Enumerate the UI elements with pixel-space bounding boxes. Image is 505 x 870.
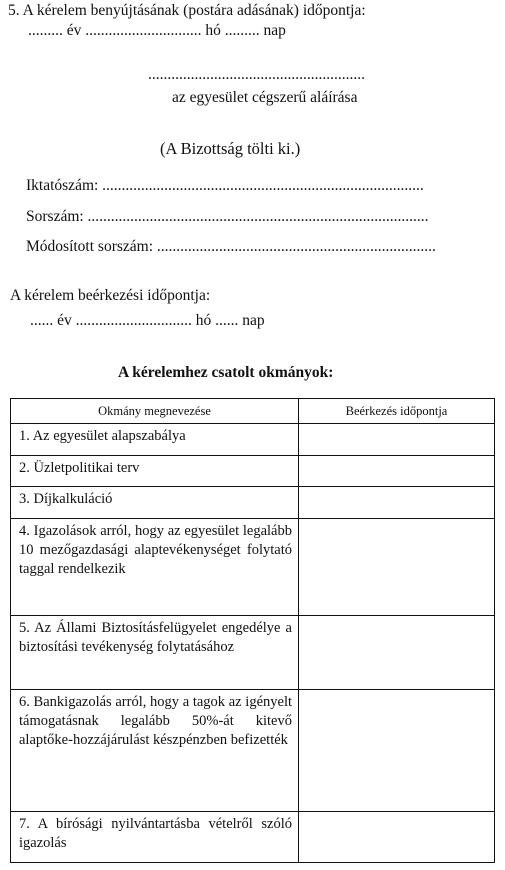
document-name-cell: 6. Bankigazolás arról, hogy a tagok az igényelt támogatásnak legalább 50%-át kitevő alaptőke-hozzájárulást készpénzben befizették (11, 689, 299, 811)
column-header-arrival-date: Beérkezés időpontja (299, 399, 495, 424)
committee-title: (A Bizottság tölti ki.) (160, 139, 301, 158)
table-row (11, 616, 495, 689)
signature-line[interactable]: ........................................................ (148, 66, 365, 83)
arrival-date-cell[interactable] (299, 689, 495, 811)
table-header-row (11, 399, 495, 424)
attachments-table (10, 398, 495, 863)
table-row (11, 487, 495, 519)
arrival-date-label: A kérelem beérkezési időpontja: (10, 287, 211, 304)
document-name-cell: 7. A bírósági nyilvántartásba vételről szóló igazolás (11, 812, 299, 863)
document-name-cell: 1. Az egyesület alapszabálya (11, 424, 299, 456)
document-name-cell: 2. Üzletpolitikai terv (11, 455, 299, 487)
table-row (11, 455, 495, 487)
attachments-title: A kérelemhez csatolt okmányok: (118, 364, 334, 381)
table-row (11, 424, 495, 456)
arrival-date-cell[interactable] (299, 616, 495, 689)
document-name-cell: 3. Díjkalkuláció (11, 487, 299, 519)
submission-date-line[interactable]: ......... év .............................. hó ......... nap (28, 22, 286, 39)
document-name-cell: 5. Az Állami Biztosításfelügyelet engedélye a biztosítási tevékenység folytatásához (11, 616, 299, 689)
arrival-date-cell[interactable] (299, 487, 495, 519)
arrival-date-cell[interactable] (299, 424, 495, 456)
item-5-heading: 5. A kérelem benyújtásának (postára adásának) időpontja: (8, 2, 366, 19)
arrival-date-cell[interactable] (299, 455, 495, 487)
document-name-cell: 4. Igazolások arról, hogy az egyesület legalább 10 mezőgazdasági alaptevékenységet folytató taggal rendelkezik (11, 518, 299, 616)
arrival-date-line[interactable]: ...... év .............................. hó ...... nap (30, 312, 265, 329)
table-row (11, 812, 495, 863)
column-header-document-name: Okmány megnevezése (11, 399, 299, 424)
registration-number-field[interactable]: Iktatószám: ................................................................................... (26, 177, 424, 194)
modified-serial-number-field[interactable]: Módosított sorszám: ........................................................................ (26, 238, 436, 255)
serial-number-field[interactable]: Sorszám: ........................................................................................ (26, 208, 429, 225)
arrival-date-cell[interactable] (299, 812, 495, 863)
signature-label: az egyesület cégszerű aláírása (172, 89, 358, 106)
arrival-date-cell[interactable] (299, 518, 495, 616)
table-row (11, 518, 495, 616)
table-row (11, 689, 495, 811)
